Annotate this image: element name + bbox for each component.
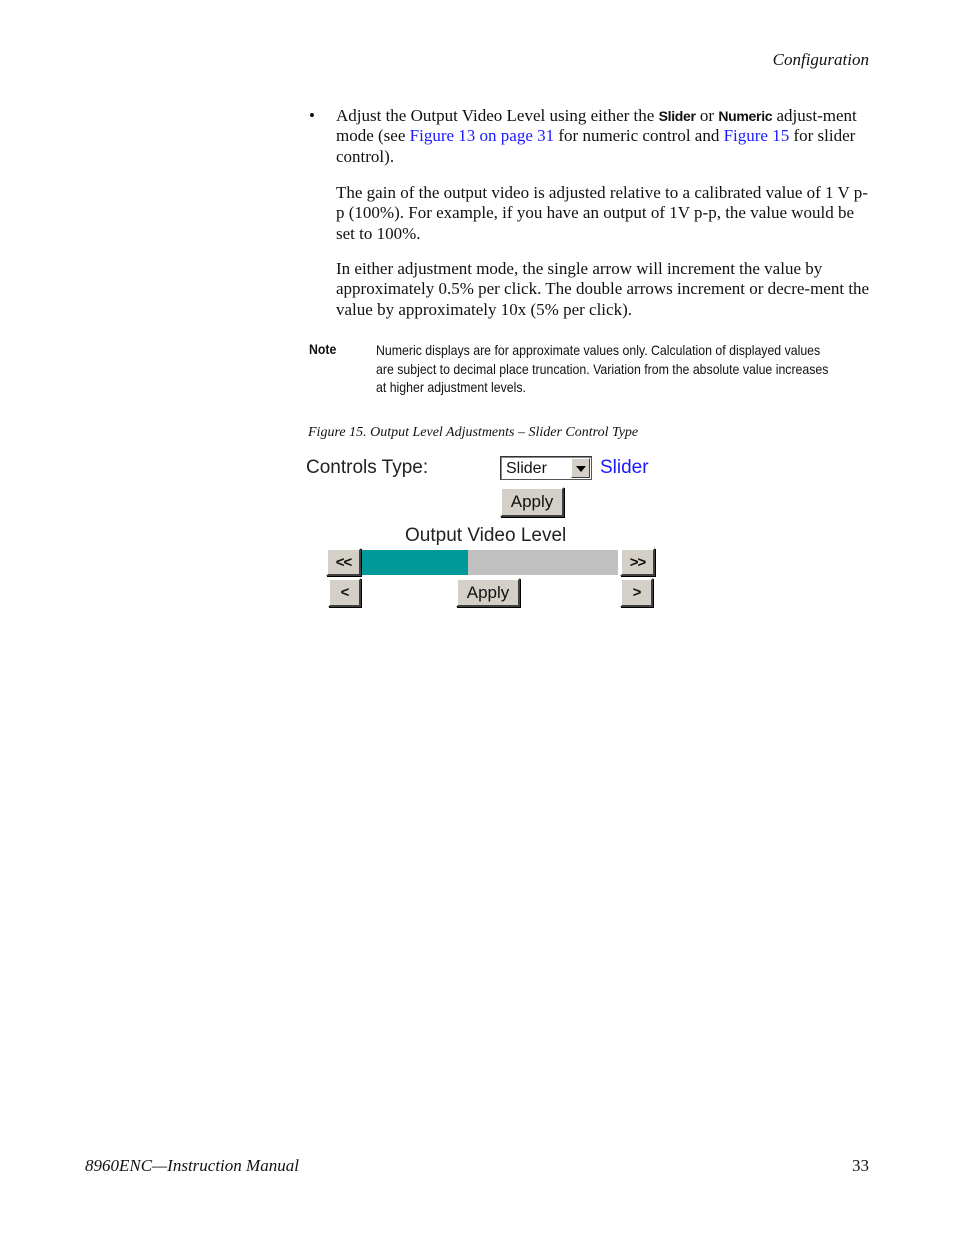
apply-level-button[interactable]: Apply xyxy=(456,578,520,607)
figure-caption: Figure 15. Output Level Adjustments – Slider Control Type xyxy=(308,425,639,440)
output-level-slider-track[interactable] xyxy=(362,550,618,575)
text-run: for numeric control and xyxy=(554,126,724,146)
text-run: for slider control). xyxy=(336,126,856,166)
bullet-marker: • xyxy=(309,106,315,125)
note-label: Note xyxy=(309,341,337,357)
controls-type-label: Controls Type: xyxy=(306,457,429,478)
decrement-large-button[interactable]: << xyxy=(326,548,361,576)
running-header: Configuration xyxy=(772,50,869,69)
decrement-small-button[interactable]: < xyxy=(328,578,361,607)
controls-type-select[interactable] xyxy=(500,456,592,480)
footer-page-number: 33 xyxy=(852,1156,869,1175)
increment-paragraph: In either adjustment mode, the single arrow will increment the value by approximately 0.5% per click. The double arrows increment or decre-ment the value by approximately 10x (5% per click). xyxy=(336,259,870,319)
link-figure-15[interactable]: Figure 15 xyxy=(723,126,790,146)
bullet-paragraph xyxy=(336,106,870,167)
text-run: adjust-ment mode (see xyxy=(336,106,857,146)
chevron-down-icon[interactable] xyxy=(571,458,590,478)
text-run: or xyxy=(695,106,719,125)
output-level-slider-fill xyxy=(362,550,468,575)
increment-small-button[interactable]: > xyxy=(620,578,653,607)
select-value: Slider xyxy=(506,460,547,477)
output-video-level-title: Output Video Level xyxy=(405,525,567,546)
ui-term-slider: Slider xyxy=(658,108,696,124)
text-run: Adjust the Output Video Level using either the xyxy=(336,106,659,125)
link-figure-13[interactable]: Figure 13 on page 31 xyxy=(409,126,555,146)
apply-controls-type-button[interactable]: Apply xyxy=(500,487,564,517)
gain-paragraph: The gain of the output video is adjusted relative to a calibrated value of 1 V p-p (100%). For example, if you have an output of 1V p-p, the value would be set to 100%. xyxy=(336,183,868,243)
note-text: Numeric displays are for approximate values only. Calculation of displayed values are subject to decimal place truncation. Variation from the absolute value increases at higher adjustment levels. xyxy=(376,342,829,396)
ui-term-numeric: Numeric xyxy=(718,108,773,124)
footer-manual-title: 8960ENC—Instruction Manual xyxy=(85,1156,299,1175)
increment-large-button[interactable]: >> xyxy=(620,548,655,576)
current-controls-type: Slider xyxy=(600,457,649,478)
